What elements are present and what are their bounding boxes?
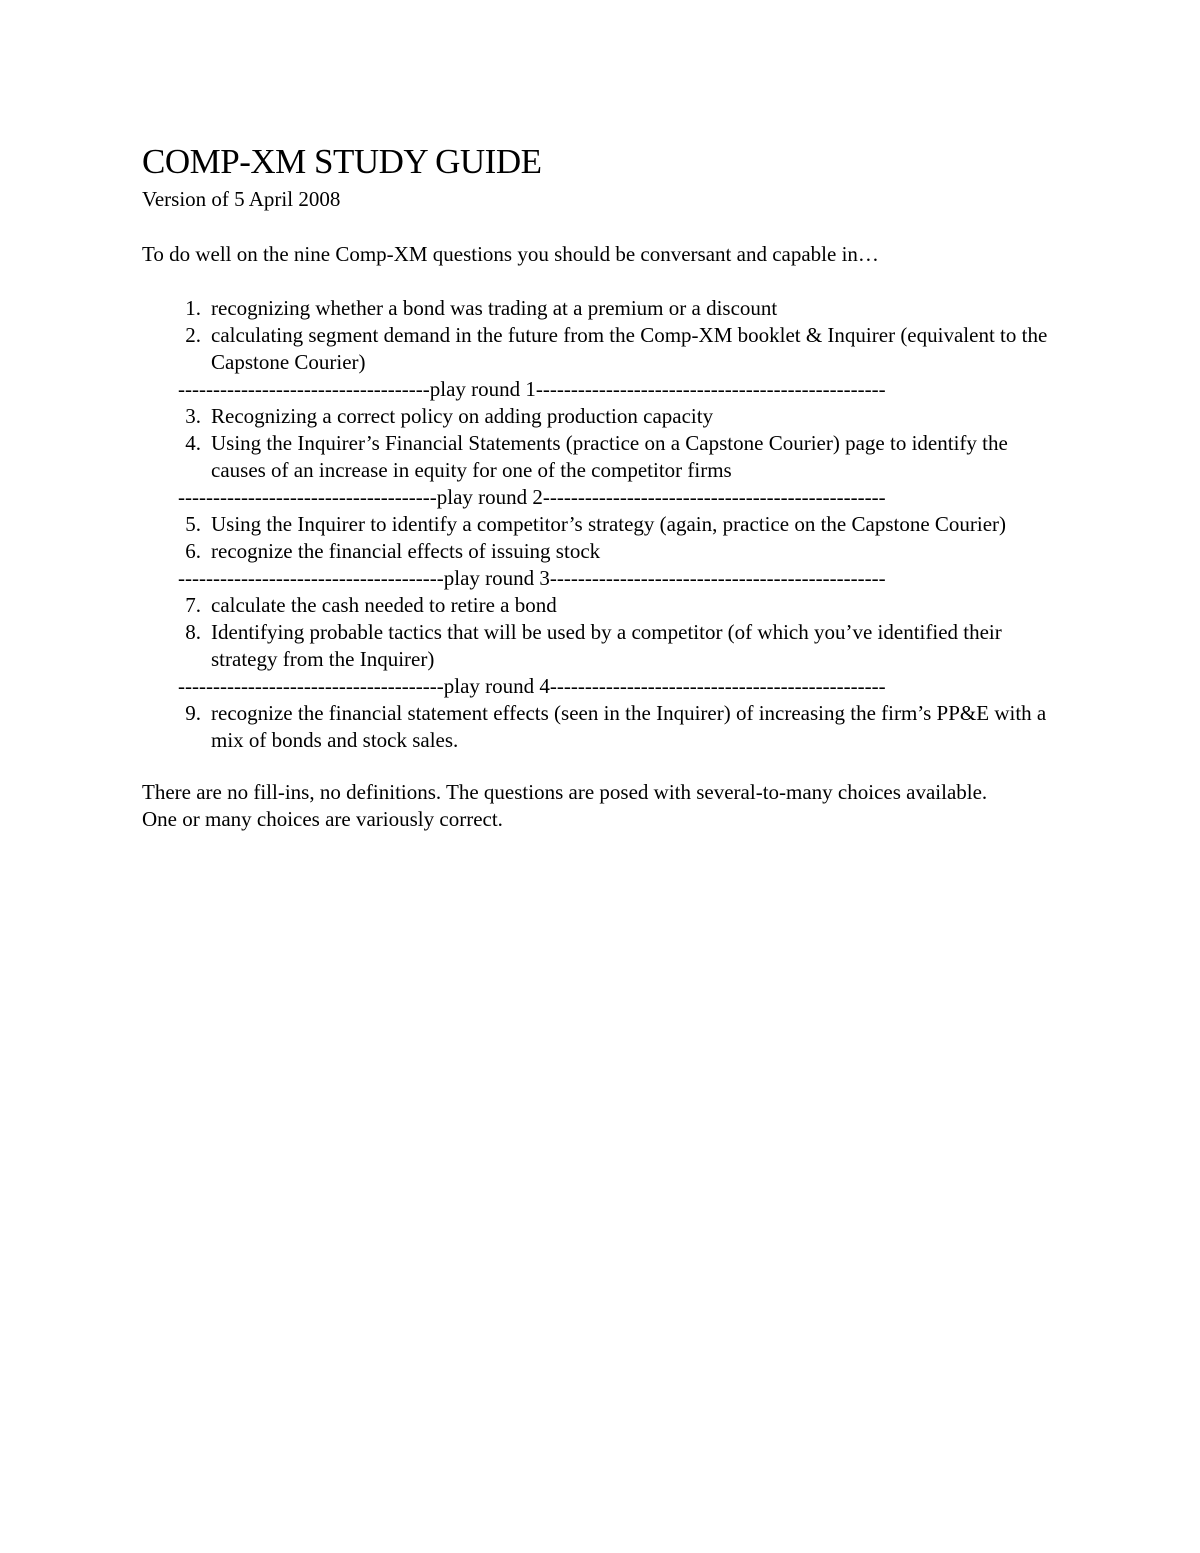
list-item-text: Identifying probable tactics that will be used by a competitor (of which you’ve identified their strategy from the Inquirer): [211, 620, 1002, 671]
list-item-number: 5.: [185, 512, 201, 536]
list-item-text: Recognizing a correct policy on adding production capacity: [211, 404, 714, 428]
round-divider: --------------------------------------play round 3------------------------------------------------: [178, 566, 886, 590]
list-item-text: calculate the cash needed to retire a bond: [211, 593, 557, 617]
round-divider: ------------------------------------play round 1--------------------------------------------------: [178, 377, 886, 401]
list-item-text: Using the Inquirer to identify a competitor’s strategy (again, practice on the Capstone Courier): [211, 512, 1007, 536]
list-item: [142, 430, 1062, 484]
list-item-text: recognize the financial effects of issuing stock: [211, 539, 601, 563]
intro-paragraph: To do well on the nine Comp-XM questions you should be conversant and capable in…: [142, 242, 879, 266]
document-title: COMP-XM STUDY GUIDE: [142, 142, 542, 181]
list-item-number: 2.: [185, 323, 201, 347]
version-line: Version of 5 April 2008: [142, 187, 341, 211]
document-page: [142, 138, 1062, 854]
list-item: [142, 403, 1062, 430]
list-item-number: 6.: [185, 539, 201, 563]
list-item: [142, 538, 1062, 565]
list-item-text: calculating segment demand in the future from the Comp-XM booklet & Inquirer (equivalent to the Capstone Courier): [211, 323, 1048, 374]
closing-paragraph: There are no fill-ins, no definitions. The questions are posed with several-to-many choices available. One or many choices are variously correct.: [142, 780, 988, 831]
list-item-number: 8.: [185, 620, 201, 644]
list-item-text: recognize the financial statement effects (seen in the Inquirer) of increasing the firm’s PP&E with a mix of bonds and stock sales.: [211, 701, 1047, 752]
list-item-text: recognizing whether a bond was trading at a premium or a discount: [211, 296, 778, 320]
list-item: [142, 700, 1062, 754]
list-item: [142, 619, 1062, 673]
list-item-number: 9.: [185, 701, 201, 725]
study-items-list: [142, 295, 1062, 754]
list-item: [142, 511, 1062, 538]
round-divider: -------------------------------------play round 2-------------------------------------------------: [178, 485, 886, 509]
list-item: [142, 592, 1062, 619]
list-item: [142, 295, 1062, 322]
list-item-number: 4.: [185, 431, 201, 455]
round-divider: --------------------------------------play round 4------------------------------------------------: [178, 674, 886, 698]
list-item-text: Using the Inquirer’s Financial Statements (practice on a Capstone Courier) page to identify the causes of an increase in equity for one of the competitor firms: [211, 431, 1008, 482]
list-item-number: 1.: [185, 296, 201, 320]
list-item: [142, 322, 1062, 376]
list-item-number: 7.: [185, 593, 201, 617]
list-item-number: 3.: [185, 404, 201, 428]
